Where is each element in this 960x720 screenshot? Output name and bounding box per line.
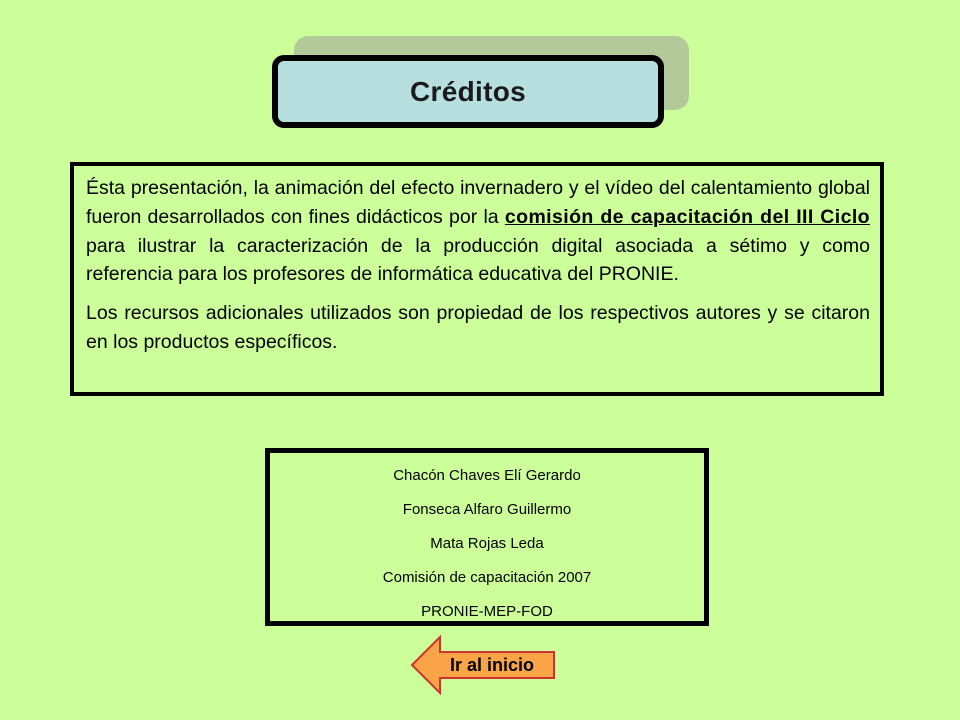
title-banner — [272, 55, 664, 128]
credits-info-box — [70, 162, 884, 396]
author-line: Chacón Chaves Elí Gerardo — [393, 467, 581, 484]
commission-line: Comisión de capacitación 2007 — [382, 569, 592, 586]
author-line: Fonseca Alfaro Guillermo — [402, 501, 572, 518]
commission-link[interactable]: comisión de capacitación del III Ciclo — [504, 205, 870, 228]
credits-paragraph-2: Los recursos adicionales utilizados son propiedad de los respectivos autores y se citaron en los productos específicos. — [86, 302, 870, 353]
go-to-start-button[interactable] — [410, 635, 556, 695]
authors-box — [265, 448, 709, 626]
credits-paragraph-1 — [86, 174, 881, 289]
go-to-start-label: Ir al inicio — [449, 654, 535, 675]
page-title: Créditos — [410, 75, 526, 107]
organization-line: PRONIE-MEP-FOD — [421, 603, 553, 620]
paragraph-1-rest: para ilustrar la caracterización de la producción digital asociada a sétimo y como referencia para los profesores de informática educativa del PRONIE. — [86, 205, 881, 286]
paragraph-1-intro: Ésta presentación, la animación del efecto invernadero y el vídeo del calentamiento global fueron desarrollados con fines didácticos por la — [86, 177, 870, 228]
author-line: Mata Rojas Leda — [430, 535, 544, 552]
